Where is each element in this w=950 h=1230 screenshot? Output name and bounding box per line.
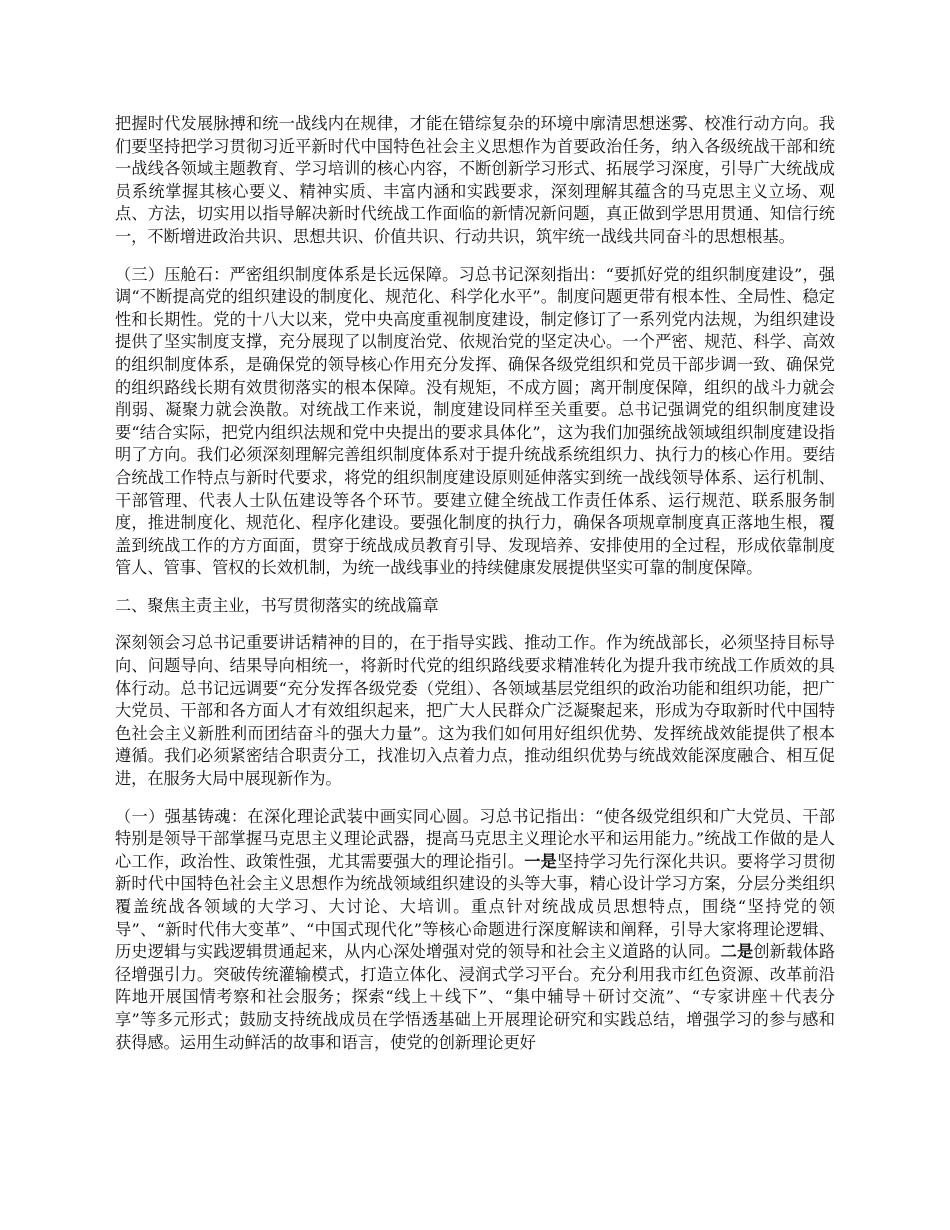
paragraph-subsection-1 bbox=[115, 806, 835, 1055]
paragraph-intro: 把握时代发展脉搏和统一战线内在规律，才能在错综复杂的环境中廓清思想迷雾、校准行动方向。我们要坚持把学习贯彻习近平新时代中国特色社会主义思想作为首要政治任务，纳入各级统战干部和统一战线各领域主题教育、学习培训的核心内容，不断创新学习形式、拓展学习深度，引导广大统战成员系统掌握其核心要义、精神实质、丰富内涵和实践要求，深刻理解其蕴含的马克思主义立场、观点、方法，切实用以指导解决新时代统战工作面临的新情况新问题，真正做到学思用贯通、知信行统一，不断增进政治共识、思想共识、价值共识、行动共识，筑牢统一战线共同奋斗的思想根基。 bbox=[115, 114, 835, 246]
paragraph-section-2-intro: 深刻领会习总书记重要讲话精神的目的，在于指导实践、推动工作。作为统战部长，必须坚持目标导向、问题导向、结果导向相统一，将新时代党的组织路线要求精准转化为提升我市统战工作质效的具体行动。总书记远调要“充分发挥各级党委（党组）、各领域基层党组织的政治功能和组织功能，把广大党员、干部和各方面人才有效组织起来，把广大人民群众广泛凝聚起来，形成为夺取新时代中国特色社会主义新胜利而团结奋斗的强大力量”。这为我们如何用好组织优势、发挥统战效能提供了根本遵循。我们必须紧密结合职责分工，找准切入点着力点，推动组织优势与统战效能深度融合、相互促进，在服务大局中展现新作为。 bbox=[115, 633, 835, 789]
point-one-label: 一是 bbox=[524, 851, 557, 871]
subsection-1-text-c: 创新载体路径增强引力。突破传统灌输模式，打造立体化、浸润式学习平台。充分利用我市红色资源、改革前沿阵地开展国情考察和社会服务；探索“线上＋线下”、“集中辅导＋研讨交流”、“专家讲座＋代表分享”等多元形式；鼓励支持统战成员在学悟透基础上开展理论研究和实践总结，增强学习的参与感和获得感。运用生动鲜活的故事和语言，使党的创新理论更好 bbox=[115, 942, 836, 1052]
section-heading-2: 二、聚焦主责主业，书写贯彻落实的统战篇章 bbox=[115, 595, 439, 615]
subsection-1-text-a: （一）强基铸魂：在深化理论武装中画实同心圆。习总书记指出：“使各级党组织和广大党员、干部特别是领导干部掌握马克思主义理论武器，提高马克思主义理论水平和运用能力。”统战工作做的是人心工作，政治性、政策性强，尤其需要强大的理论指引。 bbox=[115, 806, 835, 871]
subsection-1-text-b: 坚持学习先行深化共识。要将学习贯彻新时代中国特色社会主义思想作为统战领域组织建设的头等大事，精心设计学习方案，分层分类组织覆盖统战各领域的大学习、大讨论、大培训。重点针对统战成员思想特点，围绕“坚持党的领导”、“新时代伟大变革”、“中国式现代化”等核心命题进行深度解读和阐释，引导大家将理论逻辑、历史逻辑与实践逻辑贯通起来，从内心深处增强对党的领导和社会主义道路的认同。 bbox=[115, 851, 836, 962]
paragraph-section-3: （三）压舱石：严密组织制度体系是长远保障。习总书记深刻指出：“要抓好党的组织制度建设”，强调“不断提高党的组织建设的制度化、规范化、科学化水平”。制度问题更带有根本性、全局性、稳定性和长期性。党的十八大以来，党中央高度重视制度建设，制定修订了一系列党内法规，为组织建设提供了坚实制度支撑，充分展现了以制度治党、依规治党的坚定决心。一个严密、规范、科学、高效的组织制度体系，是确保党的领导核心作用充分发挥、确保各级党组织和党员干部步调一致、确保党的组织路线长期有效贯彻落实的根本保障。没有规矩，不成方圆；离开制度保障，组织的战斗力就会削弱、凝聚力就会涣散。对统战工作来说，制度建设同样至关重要。总书记强调党的组织制度建设要“结合实际，把党内组织法规和党中央提出的要求具体化”，这为我们加强统战领域组织制度建设指明了方向。我们必须深刻理解完善组织制度体系对于提升统战系统组织力、执行力的核心作用。要结合统战工作特点与新时代要求，将党的组织制度建设原则延伸落实到统一战线领导体系、运行机制、干部管理、代表人士队伍建设等各个环节。要建立健全统战工作责任体系、运行规范、联系服务制度，推进制度化、规范化、程序化建设。要强化制度的执行力，确保各项规章制度真正落地生根，覆盖到统战工作的方方面面，贯穿于统战成员教育引导、发现培养、安排使用的全过程，形成依靠制度管人、管事、管权的长效机制，为统一战线事业的持续健康发展提供坚实可靠的制度保障。 bbox=[115, 264, 835, 578]
point-two-label: 二是 bbox=[720, 942, 754, 962]
